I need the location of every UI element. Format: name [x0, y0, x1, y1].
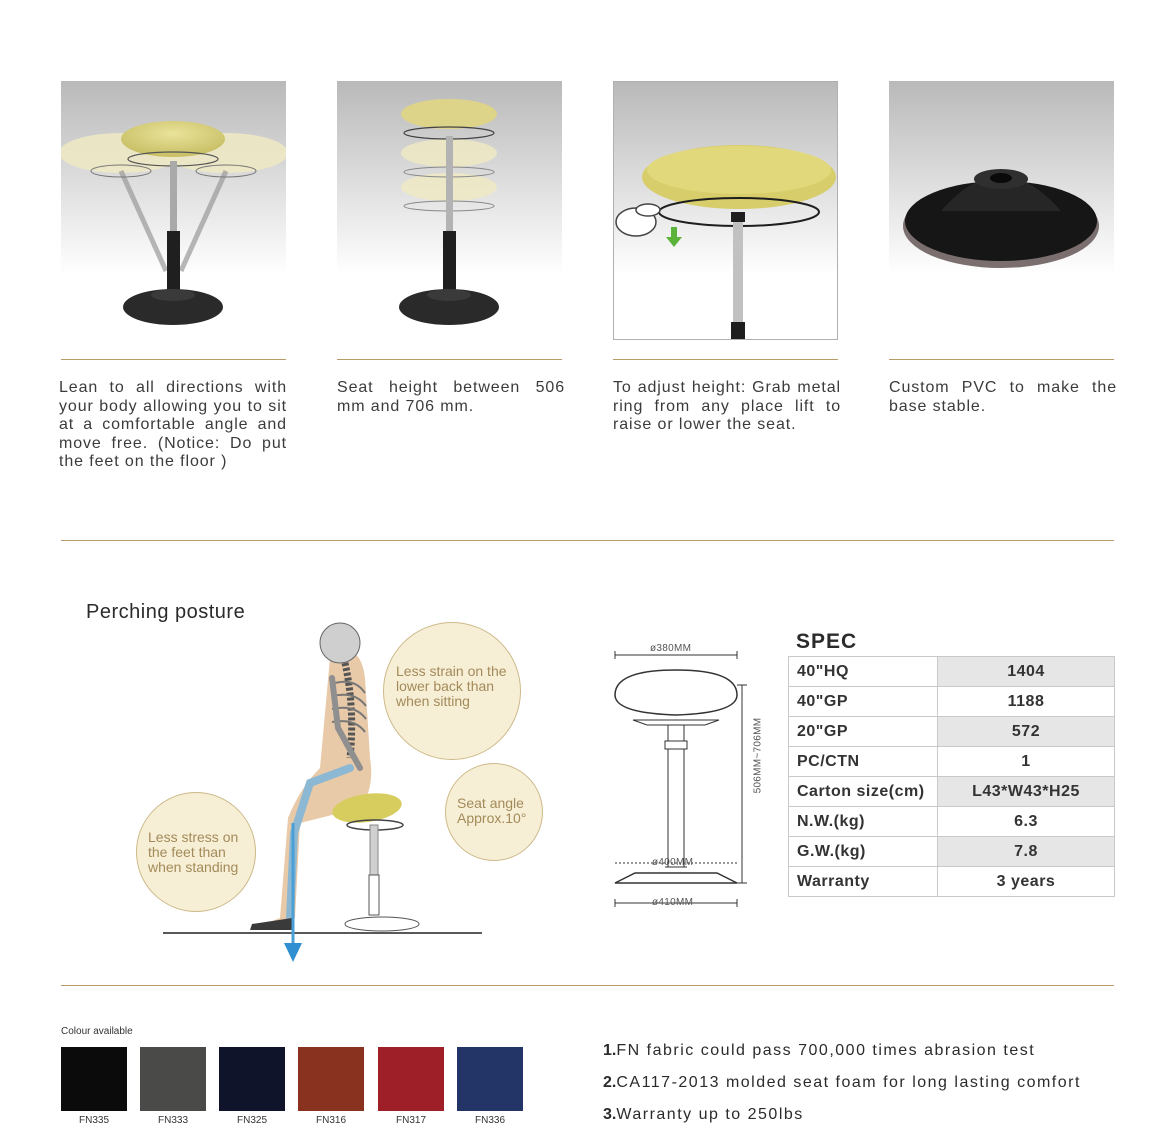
divider: [61, 359, 286, 360]
benefit-number: 1.: [603, 1042, 617, 1059]
divider: [613, 359, 838, 360]
section-divider: [61, 985, 1114, 986]
divider: [889, 359, 1114, 360]
feature-description-height: Seat height between 506 mm and 706 mm.: [337, 379, 565, 415]
colour-code: FN336: [474, 1115, 505, 1126]
feature-image-base: [889, 81, 1114, 339]
spec-value: 1404: [938, 657, 1115, 687]
colour-swatch: [298, 1047, 364, 1111]
spec-row: [789, 837, 1115, 867]
spec-value: 572: [938, 717, 1115, 747]
colour-swatch: [61, 1047, 127, 1111]
spec-key: PC/CTN: [789, 747, 938, 777]
spec-value: 1188: [938, 687, 1115, 717]
colour-code: FN317: [395, 1115, 426, 1126]
spec-value: 1: [938, 747, 1115, 777]
colour-swatch: [140, 1047, 206, 1111]
callout-seat-angle-text: Seat angle Approx.10°: [457, 795, 527, 826]
feature-image-height: [337, 81, 562, 339]
benefit-item: [603, 1042, 1035, 1060]
benefit-text: CA117-2013 molded seat foam for long lasting comfort: [616, 1074, 1081, 1091]
colour-code: FN333: [157, 1115, 188, 1126]
spec-row: [789, 687, 1115, 717]
dimension-height: 506MM~706MM: [752, 717, 764, 794]
callout-lower-back-text: Less strain on the lower back than when sitting: [396, 663, 507, 709]
spec-row: [789, 807, 1115, 837]
feature-image-adjust: [613, 81, 838, 340]
spec-row: [789, 777, 1115, 807]
spec-value: 6.3: [938, 807, 1115, 837]
spec-key: G.W.(kg): [789, 837, 938, 867]
dimension-base-inner: ø400MM: [652, 857, 694, 868]
colour-swatch: [219, 1047, 285, 1111]
colour-code: FN335: [78, 1115, 109, 1126]
spec-row: [789, 657, 1115, 687]
colour-code: FN316: [315, 1115, 346, 1126]
benefit-number: 2.: [603, 1074, 617, 1091]
callout-feet-text: Less stress on the feet than when standing: [148, 829, 239, 875]
spec-row: [789, 717, 1115, 747]
colour-swatch: [457, 1047, 523, 1111]
dimension-top: ø380MM: [650, 643, 692, 654]
spec-row: [789, 867, 1115, 897]
benefit-text: Warranty up to 250lbs: [616, 1106, 804, 1123]
benefit-text: FN fabric could pass 700,000 times abrasion test: [616, 1042, 1036, 1059]
benefit-item: [603, 1074, 1081, 1092]
spec-title: SPEC: [796, 630, 858, 653]
spec-key: 40"GP: [789, 687, 938, 717]
spec-key: Carton size(cm): [789, 777, 938, 807]
spec-key: 40"HQ: [789, 657, 938, 687]
spec-value: L43*W43*H25: [938, 777, 1115, 807]
divider: [337, 359, 562, 360]
colour-code: FN325: [236, 1115, 267, 1126]
spec-table: [788, 656, 1115, 897]
feature-description-base: Custom PVC to make the base stable.: [889, 379, 1117, 415]
spec-value: 3 years: [938, 867, 1115, 897]
feature-description-adjust: To adjust height: Grab metal ring from any place lift to raise or lower the seat.: [613, 379, 841, 433]
section-divider: [61, 540, 1114, 541]
dimension-base-outer: ø410MM: [652, 897, 694, 908]
feature-image-lean: [61, 81, 286, 339]
spec-value: 7.8: [938, 837, 1115, 867]
spec-row: [789, 747, 1115, 777]
colour-swatch: [378, 1047, 444, 1111]
benefit-item: [603, 1106, 804, 1124]
benefit-number: 3.: [603, 1106, 617, 1123]
feature-description-lean: Lean to all directions with your body allowing you to sit at a comfortable angle and move free. (Notice: Do put the feet on the floor ): [59, 379, 287, 470]
colour-label: Colour available: [61, 1026, 133, 1037]
spec-key: 20"GP: [789, 717, 938, 747]
spec-key: Warranty: [789, 867, 938, 897]
posture-title: Perching posture: [86, 601, 246, 623]
spec-key: N.W.(kg): [789, 807, 938, 837]
